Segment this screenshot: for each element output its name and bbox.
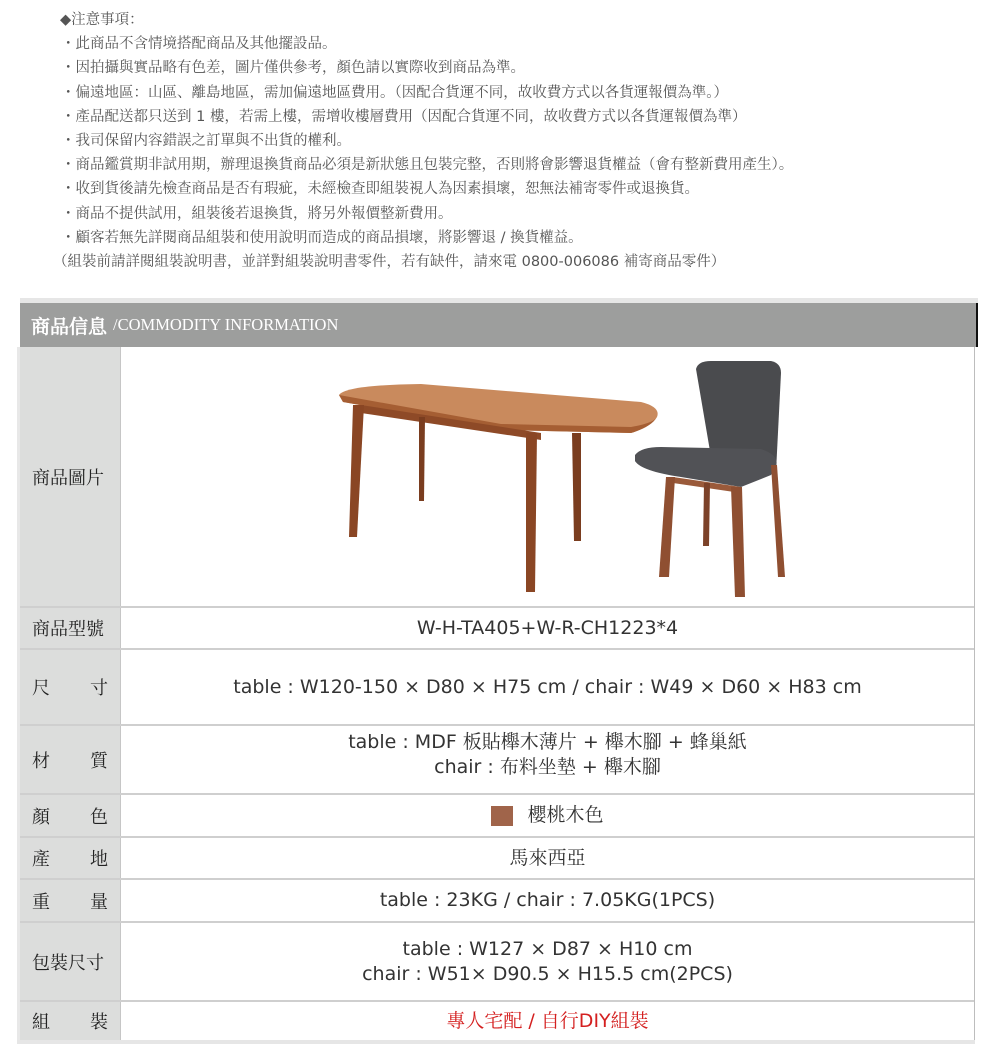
spec-table [17,347,975,1040]
material-line-chair: chair : 布料坐墊 + 櫸木腳 [434,755,661,778]
row-color [20,793,974,836]
notes-footer: （組裝前請詳閱組裝說明書，並詳對組裝說明書零件，若有缺件，請來電 0800-006086 補寄商品零件） [53,253,726,270]
value-size: table : W120-150 × D80 × H75 cm / chair : W49 × D60 × H83 cm [233,675,862,698]
note-item: ・因拍攝與實品略有色差，圖片僅供參考，顏色請以實際收到商品為準。 [61,60,525,77]
row-origin [20,836,974,878]
label-origin-a: 產 [32,849,50,870]
value-weight: table : 23KG / chair : 7.05KG(1PCS) [379,889,716,911]
label-material [20,726,121,793]
package-line-chair: chair : W51× D90.5 × H15.5 cm(2PCS) [362,962,733,985]
table-chair-illustration [121,347,977,606]
material-line-table: table : MDF 板貼櫸木薄片 + 櫸木腳 + 蜂巢紙 [348,730,747,753]
label-assembly-b: 裝 [90,1012,108,1033]
label-material-b: 質 [90,750,108,772]
label-color-a: 顏 [32,806,50,828]
label-origin [20,838,121,878]
row-product-image [20,347,974,606]
label-assembly-a: 組 [32,1012,50,1033]
note-item: ・產品配送都只送到 1 樓，若需上樓，需增收樓層費用（因配合貨運不同，故收費方式以各貨運報價為準） [61,108,747,125]
notes-section [55,8,995,274]
label-size [20,650,121,724]
row-model [20,606,974,648]
note-item: ・我司保留内容錯誤之訂單與不出貨的權利。 [61,132,351,149]
label-material-a: 材 [32,750,50,772]
table-bottom-strip [17,1040,975,1044]
notes-title: ◆注意事項： [60,12,144,28]
note-item: ・此商品不含情境搭配商品及其他擺設品。 [61,36,337,53]
label-weight-a: 重 [32,891,50,913]
section-title-en: /COMMODITY INFORMATION [113,315,339,334]
label-color [20,795,121,836]
note-item: ・偏遠地區：山區、離島地區，需加偏遠地區費用。（因配合貨運不同，故收費方式以各貨運報價為準。） [61,84,728,101]
value-assembly: 專人宅配 / 自行DIY組裝 [446,1009,649,1032]
row-package-size [20,921,974,1000]
label-origin-b: 地 [90,849,108,870]
section-header [20,303,978,347]
value-package-size [121,923,974,1000]
note-item: ・商品鑑賞期非試用期，辦理退換貨商品必須是新狀態且包裝完整，否則將會影響退貨權益（會有整新費用產生）。 [61,157,794,174]
value-color [121,795,974,836]
commodity-information [17,298,978,1044]
row-weight [20,878,974,921]
label-model: 商品型號 [20,608,121,648]
label-weight [20,880,121,921]
note-item: ・商品不提供試用，組裝後若退換貨，將另外報價整新費用。 [61,205,453,222]
color-name: 櫻桃木色 [527,804,604,826]
value-model: W-H-TA405+W-R-CH1223*4 [416,616,679,639]
note-item: ・顧客若無先詳閱商品組裝和使用說明而造成的商品損壞，將影響退 / 換貨權益。 [61,229,583,246]
product-image [121,347,977,606]
note-item: ・收到貨後請先檢查商品是否有瑕疵，未經檢查即組裝視人為因素損壞，恕無法補寄零件或退換貨。 [61,181,699,198]
row-material [20,724,974,793]
package-line-table: table : W127 × D87 × H10 cm [402,937,693,960]
label-package-size: 包裝尺寸 [20,923,121,1000]
label-size-b: 寸 [90,678,108,699]
label-product-image: 商品圖片 [20,347,121,606]
label-color-b: 色 [90,806,108,828]
value-material [121,726,974,793]
color-swatch [491,806,513,826]
section-title-zh: 商品信息 [31,315,108,338]
row-assembly [20,1000,974,1040]
label-weight-b: 量 [90,891,108,913]
label-size-a: 尺 [32,678,50,699]
row-size [20,648,974,724]
value-origin: 馬來西亞 [509,846,586,869]
label-assembly [20,1002,121,1040]
